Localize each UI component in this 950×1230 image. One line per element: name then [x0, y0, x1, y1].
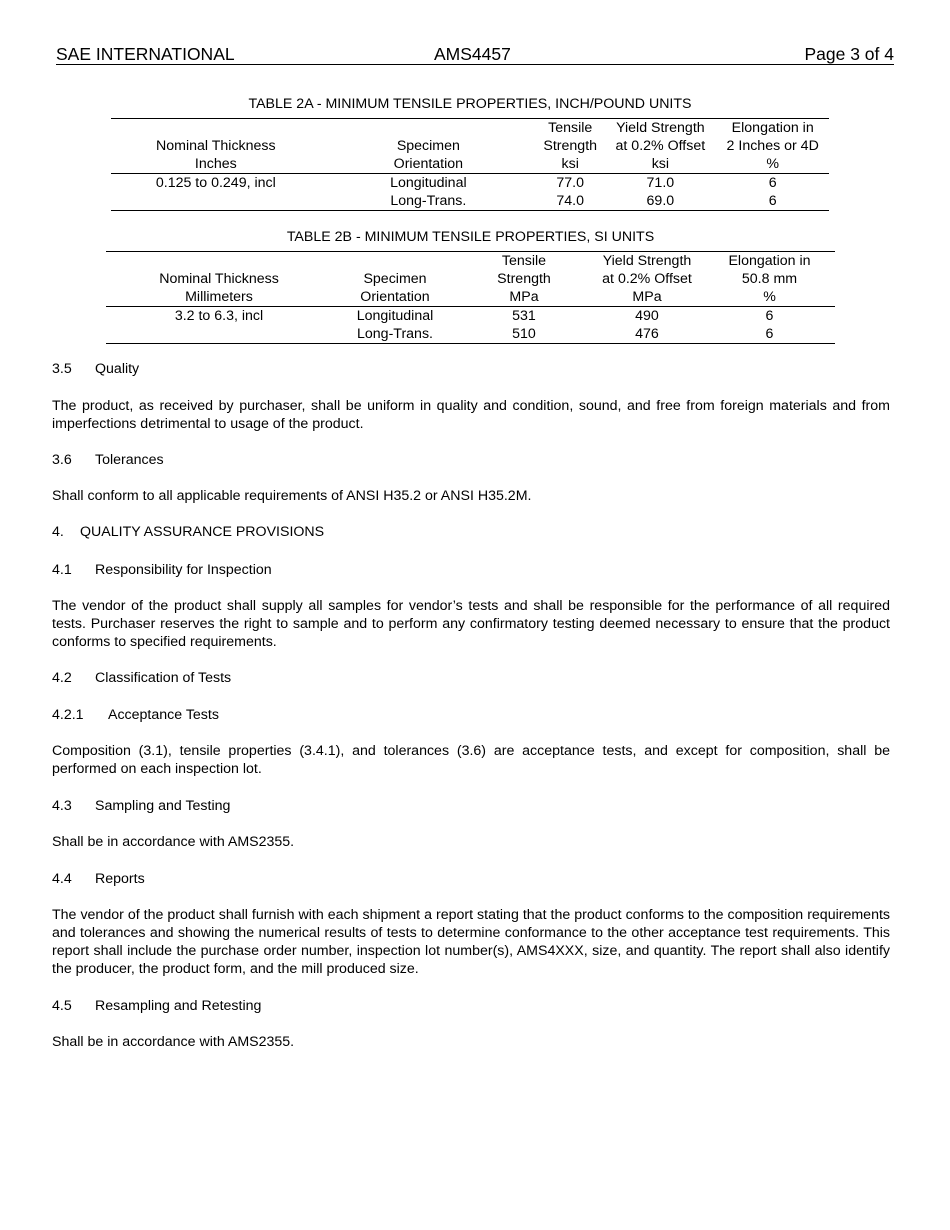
- section-number: 4.4: [52, 871, 72, 887]
- section-4-5-heading: [52, 997, 890, 1015]
- table-cell: 74.0: [536, 192, 604, 211]
- section-4-5-text: Shall be in accordance with AMS2355.: [52, 1034, 295, 1050]
- header-page-number: Page 3 of 4: [804, 44, 894, 64]
- table-header-cell: Inches: [111, 155, 321, 174]
- page-header: [56, 44, 894, 65]
- table-cell: 3.2 to 6.3, incl: [174, 308, 264, 324]
- table-header-cell: Tensile: [458, 252, 590, 271]
- table-header-cell: MPa: [458, 288, 590, 307]
- table-header-row: [111, 137, 829, 155]
- section-4-2-1-text: Composition (3.1), tensile properties (3.4.1), and tolerances (3.6) are acceptance tests, and except for composition, shall be performed on each inspection lot.: [52, 743, 890, 777]
- table-cell: 510: [458, 325, 590, 344]
- section-title: Reports: [95, 871, 145, 887]
- table-cell: [106, 325, 332, 344]
- section-4-1-text: The vendor of the product shall supply all samples for vendor’s tests and shall be responsible for the performance of all required tests. Purchaser reserves the right to sample and to perform any confirmatory testing deemed necessary to ensure that the product conforms to specified requirements.: [52, 598, 890, 650]
- table-cell: 531: [512, 308, 536, 324]
- table-row: [106, 325, 835, 344]
- table-cell: 6: [704, 325, 835, 344]
- section-number: 4.2: [52, 670, 72, 686]
- table-row: [111, 192, 829, 211]
- table-header-cell: Nominal Thickness: [156, 138, 276, 154]
- section-4-4-heading: [52, 870, 890, 888]
- section-4-4-text: The vendor of the product shall furnish with each shipment a report stating that the product conforms to the composition requirements and tolerances and showing the numerical results of tests to determine conformance to the other acceptance test requirements. This report shall include the purchase order number, inspection lot number(s), AMS4XXX, size, and quantity. The report shall also identify the producer, the product form, and the mill produced size.: [52, 907, 890, 977]
- table-cell: 490: [635, 308, 659, 324]
- table-header-cell: [321, 119, 536, 138]
- table-header-cell: Tensile: [536, 119, 604, 138]
- table-header-cell: Specimen: [396, 138, 460, 154]
- table-header-row: [111, 155, 829, 174]
- header-document-number: AMS4457: [434, 44, 511, 64]
- table-cell: 69.0: [604, 192, 716, 211]
- section-title: Responsibility for Inspection: [95, 562, 272, 578]
- table-header-cell: [111, 119, 321, 138]
- header-organization: SAE INTERNATIONAL: [56, 44, 235, 64]
- section-4-heading: [52, 523, 890, 541]
- table-header-cell: at 0.2% Offset: [602, 271, 692, 287]
- section-title: Tolerances: [95, 452, 164, 468]
- table-cell: 476: [590, 325, 704, 344]
- table-header-cell: 50.8 mm: [741, 271, 798, 287]
- table-cell: [111, 192, 321, 211]
- table-header-cell: MPa: [590, 288, 704, 307]
- table-cell: 6: [765, 308, 774, 324]
- section-3-6-heading: [52, 451, 890, 469]
- section-title: Acceptance Tests: [108, 707, 219, 723]
- table-row: [106, 307, 835, 326]
- section-4-2-heading: [52, 669, 890, 687]
- section-3-5-heading: [52, 360, 890, 378]
- table-header-row: [111, 119, 829, 138]
- table-header-cell: Orientation: [332, 288, 458, 307]
- table-header-cell: Yield Strength: [590, 252, 704, 271]
- table-cell: 6: [716, 192, 829, 211]
- table-2b-title: TABLE 2B - MINIMUM TENSILE PROPERTIES, SI UNITS: [286, 229, 655, 245]
- section-title: Sampling and Testing: [95, 798, 231, 814]
- table-header-row: [106, 288, 835, 307]
- table-cell: 71.0: [646, 175, 675, 191]
- section-number: 3.5: [52, 361, 72, 377]
- section-4-2-1-heading: [52, 706, 890, 724]
- table-header-cell: at 0.2% Offset: [615, 138, 706, 154]
- table-cell: Long-Trans.: [332, 325, 458, 344]
- table-header-row: [106, 252, 835, 271]
- section-number: 4.1: [52, 562, 72, 578]
- table-header-cell: [332, 252, 458, 271]
- table-2a: [111, 118, 829, 211]
- section-4-3-text: Shall be in accordance with AMS2355.: [52, 834, 295, 850]
- table-cell: 0.125 to 0.249, incl: [155, 175, 276, 191]
- table-header-cell: Specimen: [363, 271, 427, 287]
- table-2a-title: TABLE 2A - MINIMUM TENSILE PROPERTIES, INCH/POUND UNITS: [248, 96, 692, 112]
- table-header-cell: 2 Inches or 4D: [726, 138, 819, 154]
- table-cell: 6: [768, 175, 777, 191]
- section-3-5-text: The product, as received by purchaser, shall be uniform in quality and condition, sound, and free from foreign materials and from imperfections detrimental to usage of the product.: [52, 398, 890, 432]
- table-cell: Longitudinal: [356, 308, 434, 324]
- table-header-cell: Strength: [543, 138, 598, 154]
- table-header-row: [106, 270, 835, 288]
- table-cell: 77.0: [556, 175, 585, 191]
- table-header-cell: Yield Strength: [604, 119, 716, 138]
- table-header-cell: Nominal Thickness: [159, 271, 279, 287]
- table-header-cell: ksi: [536, 155, 604, 174]
- table-row: [111, 174, 829, 193]
- section-number: 3.6: [52, 452, 72, 468]
- section-title: Quality: [95, 361, 140, 377]
- table-header-cell: Strength: [497, 271, 551, 287]
- table-header-cell: Orientation: [321, 155, 536, 174]
- table-cell: Long-Trans.: [321, 192, 536, 211]
- table-2b-grid: [106, 251, 835, 344]
- section-3-6-text: Shall conform to all applicable requirements of ANSI H35.2 or ANSI H35.2M.: [52, 488, 532, 504]
- table-header-cell: Elongation in: [716, 119, 829, 138]
- section-number: 4.2.1: [52, 707, 84, 723]
- table-header-cell: [106, 252, 332, 271]
- section-4-1-heading: [52, 561, 890, 579]
- section-title: QUALITY ASSURANCE PROVISIONS: [80, 524, 325, 540]
- table-header-cell: Elongation in: [704, 252, 835, 271]
- table-cell: Longitudinal: [390, 175, 467, 191]
- table-header-cell: %: [716, 155, 829, 174]
- section-number: 4.3: [52, 798, 72, 814]
- section-number: 4.: [52, 524, 64, 540]
- table-header-cell: Millimeters: [106, 288, 332, 307]
- section-4-3-heading: [52, 797, 890, 815]
- section-title: Classification of Tests: [95, 670, 232, 686]
- table-header-cell: %: [704, 288, 835, 307]
- section-number: 4.5: [52, 998, 72, 1014]
- table-header-cell: ksi: [604, 155, 716, 174]
- section-title: Resampling and Retesting: [95, 998, 262, 1014]
